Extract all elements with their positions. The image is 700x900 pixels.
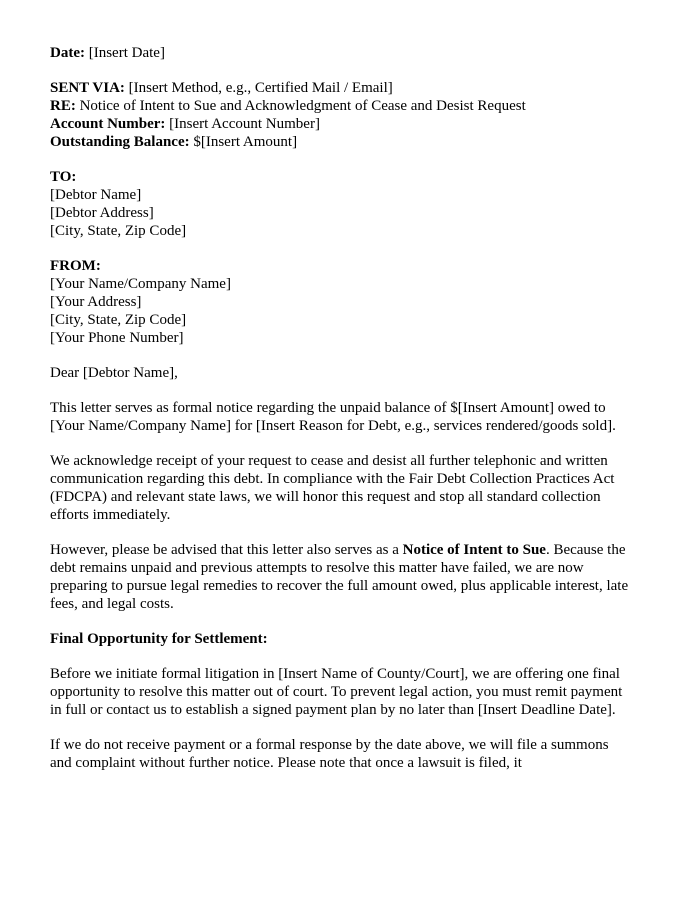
sender-phone-line: [Your Phone Number] (50, 330, 184, 346)
intent-bold-text: Notice of Intent to Sue (402, 542, 546, 558)
paragraph-consequences: If we do not receive payment or a formal response by the date above, we will file a summons and complaint without further notice. Please note that once a lawsuit is filed, it (50, 737, 609, 771)
paragraph-notice: This letter serves as formal notice regarding the unpaid balance of $[Insert Amount] owed to [Your Name/Company Name] for [Insert Reason for Debt, e.g., services rendered/goods sold]. (50, 400, 616, 434)
salutation: Dear [Debtor Name], (50, 365, 178, 381)
intent-post-text: . Because the debt remains unpaid and previous attempts to resolve this matter have failed, we are now preparing to pursue legal remedies to recover the full amount owed, plus applicable interest, late fees, and legal costs. (50, 542, 629, 612)
intent-pre-text: However, please be advised that this letter also serves as a (50, 542, 403, 558)
date-line (50, 44, 632, 62)
account-number-value: [Insert Account Number] (165, 116, 320, 132)
outstanding-balance-line (50, 133, 632, 151)
paragraph-settlement: Before we initiate formal litigation in [Insert Name of County/Court], we are offering one final opportunity to resolve this matter out of court. To prevent legal action, you must remit payment in full or contact us to establish a signed payment plan by no later than [Insert Deadline Date]. (50, 666, 623, 718)
re-line (50, 97, 632, 115)
paragraph-intent-to-sue (50, 541, 632, 613)
to-block (50, 168, 632, 240)
debtor-city-line: [City, State, Zip Code] (50, 223, 187, 239)
debtor-name-line: [Debtor Name] (50, 187, 142, 203)
paragraph-acknowledgment: We acknowledge receipt of your request to cease and desist all further telephonic and written communication regarding this debt. In compliance with the Fair Debt Collection Practices Act (FDCPA) and relevant state laws, we will honor this request and stop all standard collection efforts immediately. (50, 453, 615, 523)
account-number-line (50, 115, 632, 133)
settlement-heading-label: Final Opportunity for Settlement: (50, 631, 268, 647)
re-value: Notice of Intent to Sue and Acknowledgment of Cease and Desist Request (75, 98, 526, 114)
date-block (50, 44, 632, 62)
to-heading (50, 168, 632, 186)
meta-block (50, 79, 632, 151)
date-value: [Insert Date] (84, 45, 165, 61)
outstanding-balance-label: Outstanding Balance: (50, 134, 190, 150)
sender-name-line: [Your Name/Company Name] (50, 276, 231, 292)
settlement-heading (50, 630, 632, 648)
date-label: Date: (50, 45, 85, 61)
from-block (50, 257, 632, 347)
to-heading-label: TO: (50, 169, 77, 185)
debtor-address-line: [Debtor Address] (50, 205, 154, 221)
outstanding-balance-value: $[Insert Amount] (189, 134, 298, 150)
from-heading (50, 257, 632, 275)
from-heading-label: FROM: (50, 258, 101, 274)
re-label: RE: (50, 98, 76, 114)
sent-via-value: [Insert Method, e.g., Certified Mail / Email] (124, 80, 393, 96)
sent-via-label: SENT VIA: (50, 80, 125, 96)
letter-body (50, 44, 632, 789)
sender-city-line: [City, State, Zip Code] (50, 312, 187, 328)
account-number-label: Account Number: (50, 116, 166, 132)
sender-address-line: [Your Address] (50, 294, 142, 310)
sent-via-line (50, 79, 632, 97)
